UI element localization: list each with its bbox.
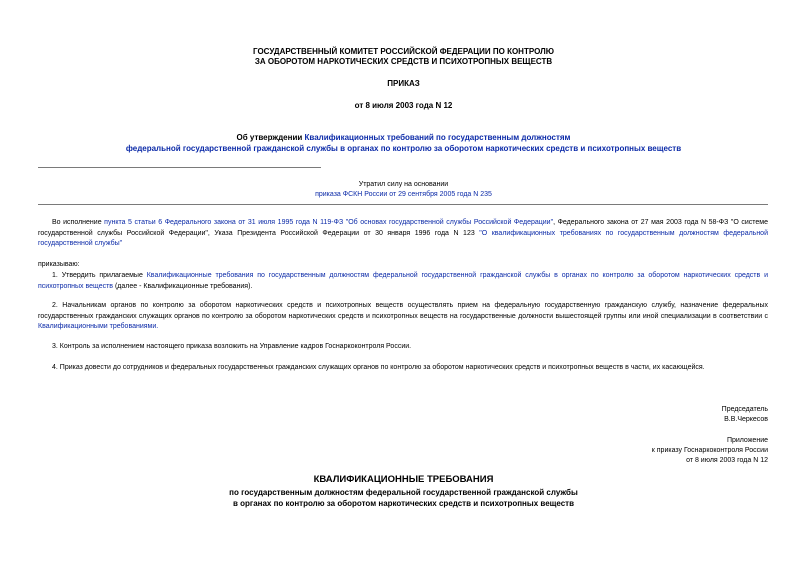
document-date: от 8 июля 2003 года N 12: [354, 101, 453, 110]
divider-long: [38, 204, 768, 205]
signature-name: В.В.Черкесов: [724, 416, 768, 423]
item-2-link[interactable]: Квалификационными требованиями.: [38, 323, 159, 330]
requirements-title: КВАЛИФИКАЦИОННЫЕ ТРЕБОВАНИЯ: [313, 474, 494, 485]
requirements-subtitle-1: по государственным должностям федеральной государственной гражданской службы: [229, 488, 578, 497]
appendix-label: Приложение: [726, 437, 768, 444]
header-line-2: ЗА ОБОРОТОМ НАРКОТИЧЕСКИХ СРЕДСТВ И ПСИХОТРОПНЫХ ВЕЩЕСТВ: [254, 57, 553, 66]
preamble-link-law-119[interactable]: пункта 5 статьи 6 Федерального закона от 31 июля 1995 года N 119-ФЗ "Об основах государственной службы Российской Федерации": [104, 219, 554, 226]
item-1-text-1: 1. Утвердить прилагаемые: [52, 272, 147, 279]
subject-link-part-1[interactable]: Квалификационных требований по государственным должностям: [304, 133, 571, 142]
item-2: [38, 301, 768, 333]
preamble-link-decree-123[interactable]: "О квалификационных требованиях по государственным должностям федеральной государственной службы": [38, 229, 768, 247]
item-1-link[interactable]: Квалификационные требования по государственным должностям федеральной государственной гражданской службы в органах по контролю за оборотом наркотических средств и психотропных веществ: [38, 272, 769, 290]
header-line-1: ГОСУДАРСТВЕННЫЙ КОМИТЕТ РОССИЙСКОЙ ФЕДЕРАЦИИ ПО КОНТРОЛЮ: [253, 47, 554, 56]
item-2-text-1: 2. Начальникам органов по контролю за оборотом наркотических средств и психотропных веществ осуществлять прием на федеральную государственную гражданскую службу, назначение федеральных государственных гражданских служащих органов по контролю за оборотом наркотических средств и психотропных веществ на государственные должности вышестоящей группы или иной специализации в соответствии с: [38, 302, 768, 320]
appendix-ref: к приказу Госнаркоконтроля России: [651, 447, 768, 454]
preamble-text-1: Во исполнение: [52, 219, 105, 226]
subject-line-1: [0, 132, 807, 143]
repeal-note: Утратил силу на основании: [358, 181, 449, 188]
item-3: 3. Контроль за исполнением настоящего приказа возложить на Управление кадров Госнаркоконтроля России.: [52, 343, 412, 350]
appendix-date: от 8 июля 2003 года N 12: [686, 457, 768, 464]
item-4: 4. Приказ довести до сотрудников и федеральных государственных гражданских служащих органов по контролю за оборотом наркотических средств и психотропных веществ в части, их касающейся.: [52, 364, 705, 371]
item-1-text-2: (далее - Квалификационные требования).: [113, 282, 253, 290]
subject-link-part-2[interactable]: федеральной государственной гражданской службы в органах по контролю за оборотом наркотических средств и психотропных веществ: [125, 144, 682, 153]
order-word: приказываю:: [38, 261, 80, 268]
preamble-text-2: , Федерального закона от 27 мая 2003 года N 58-ФЗ "О системе государственной службы Российской Федерации", Указа Президента Российской Федерации от 30 января 1996 года N 123: [38, 219, 769, 237]
document-type: ПРИКАЗ: [387, 79, 420, 88]
requirements-subtitle-2: в органах по контролю за оборотом наркотических средств и психотропных веществ: [232, 499, 575, 508]
item-1: [38, 271, 768, 292]
repeal-link[interactable]: приказа ФСКН России от 29 сентября 2005 года N 235: [315, 191, 492, 198]
divider-short: [38, 167, 321, 168]
signature-title: Председатель: [721, 406, 768, 413]
preamble-paragraph: [38, 218, 768, 250]
subject-prefix: Об утверждении: [236, 133, 303, 142]
